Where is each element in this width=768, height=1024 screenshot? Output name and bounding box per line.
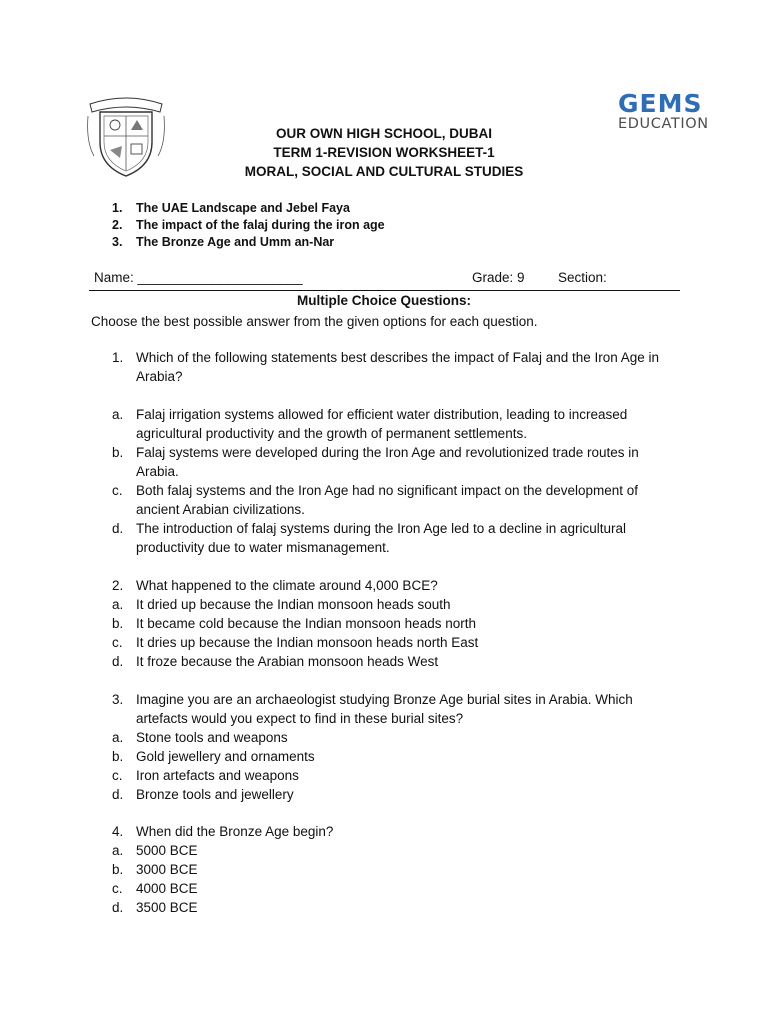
option-text: Bronze tools and jewellery [136,787,294,802]
option-label: d. [112,787,124,802]
gems-logo-subtitle: EDUCATION [618,116,709,132]
option-text: Falaj systems were developed during the Iron Age and revolutionized trade routes in Arabia. [136,445,639,479]
option-text: 3000 BCE [136,862,198,877]
topic-item [112,200,385,217]
topic-number: 1. [112,201,123,215]
option-text: 3500 BCE [136,900,198,915]
option-label: a. [112,843,124,858]
question-block [112,576,682,671]
option-label: a. [112,597,124,612]
answer-option [112,595,682,614]
option-label: c. [112,881,123,896]
option-text: Both falaj systems and the Iron Age had no significant impact on the development of ancient Arabian civilizations. [136,483,639,517]
option-text: It dried up because the Indian monsoon heads south [136,597,451,612]
gems-logo-word: GEMS [618,89,703,118]
answer-option [112,443,682,481]
answer-option [112,614,682,633]
option-text: The introduction of falaj systems during the Iron Age led to a decline in agricultural productivity due to water mismanagement. [136,521,627,555]
question-block [112,348,682,557]
question-stem [112,576,682,595]
school-name-heading: OUR OWN HIGH SCHOOL, DUBAI [276,126,492,141]
answer-option [112,860,682,879]
option-text: It froze because the Arabian monsoon heads West [136,654,439,669]
answer-option [112,879,682,898]
topics-list [112,200,385,251]
option-text: 4000 BCE [136,881,198,896]
question-text: When did the Bronze Age begin? [136,824,334,839]
subject-heading: MORAL, SOCIAL AND CULTURAL STUDIES [244,164,524,179]
option-text: Falaj irrigation systems allowed for efficient water distribution, leading to increased agricultural productivity and the growth of permanent settlements. [136,407,628,441]
question-stem [112,822,682,841]
mcq-section-title: Multiple Choice Questions: [296,293,471,308]
question-text: What happened to the climate around 4,000 BCE? [136,578,438,593]
instructions-text: Choose the best possible answer from the given options for each question. [91,314,538,329]
question-number: 1. [112,350,124,365]
option-text: Stone tools and weapons [136,730,288,745]
option-label: d. [112,654,124,669]
option-label: a. [112,730,124,745]
option-label: d. [112,521,124,536]
option-label: c. [112,483,123,498]
option-label: b. [112,445,124,460]
worksheet-title-heading: TERM 1-REVISION WORKSHEET-1 [273,145,495,160]
topic-text: The impact of the falaj during the iron age [136,218,385,232]
topic-number: 3. [112,235,123,249]
grade-label: Grade: 9 [472,270,525,285]
option-label: a. [112,407,124,422]
question-number: 3. [112,692,124,707]
option-label: b. [112,749,124,764]
option-text: 5000 BCE [136,843,198,858]
question-number: 4. [112,824,124,839]
option-label: c. [112,635,123,650]
student-info-row [94,270,680,289]
topic-item [112,217,385,234]
answer-option [112,785,682,804]
option-text: Iron artefacts and weapons [136,768,299,783]
question-text: Which of the following statements best describes the impact of Falaj and the Iron Age in Arabia? [136,350,660,384]
name-field-label: Name: ______________________ [94,270,303,285]
topic-text: The UAE Landscape and Jebel Faya [136,201,350,215]
option-label: c. [112,768,123,783]
answer-option [112,747,682,766]
answer-option [112,841,682,860]
option-text: It dries up because the Indian monsoon heads north East [136,635,479,650]
question-number: 2. [112,578,124,593]
topic-text: The Bronze Age and Umm an-Nar [136,235,335,249]
answer-option [112,633,682,652]
answer-option [112,652,682,671]
option-text: Gold jewellery and ornaments [136,749,315,764]
option-text: It became cold because the Indian monsoon heads north [136,616,476,631]
answer-option [112,405,682,443]
section-label: Section: [558,270,607,285]
question-text: Imagine you are an archaeologist studying Bronze Age burial sites in Arabia. Which artefacts would you expect to find in these burial sites? [136,692,633,726]
question-stem [112,348,682,386]
option-label: b. [112,862,124,877]
question-block [112,822,682,917]
question-block [112,690,682,804]
answer-option [112,766,682,785]
topic-number: 2. [112,218,123,232]
question-stem [112,690,682,728]
option-label: b. [112,616,124,631]
option-label: d. [112,900,124,915]
topic-item [112,234,385,251]
answer-option [112,519,682,557]
answer-option [112,898,682,917]
answer-option [112,728,682,747]
answer-option [112,481,682,519]
